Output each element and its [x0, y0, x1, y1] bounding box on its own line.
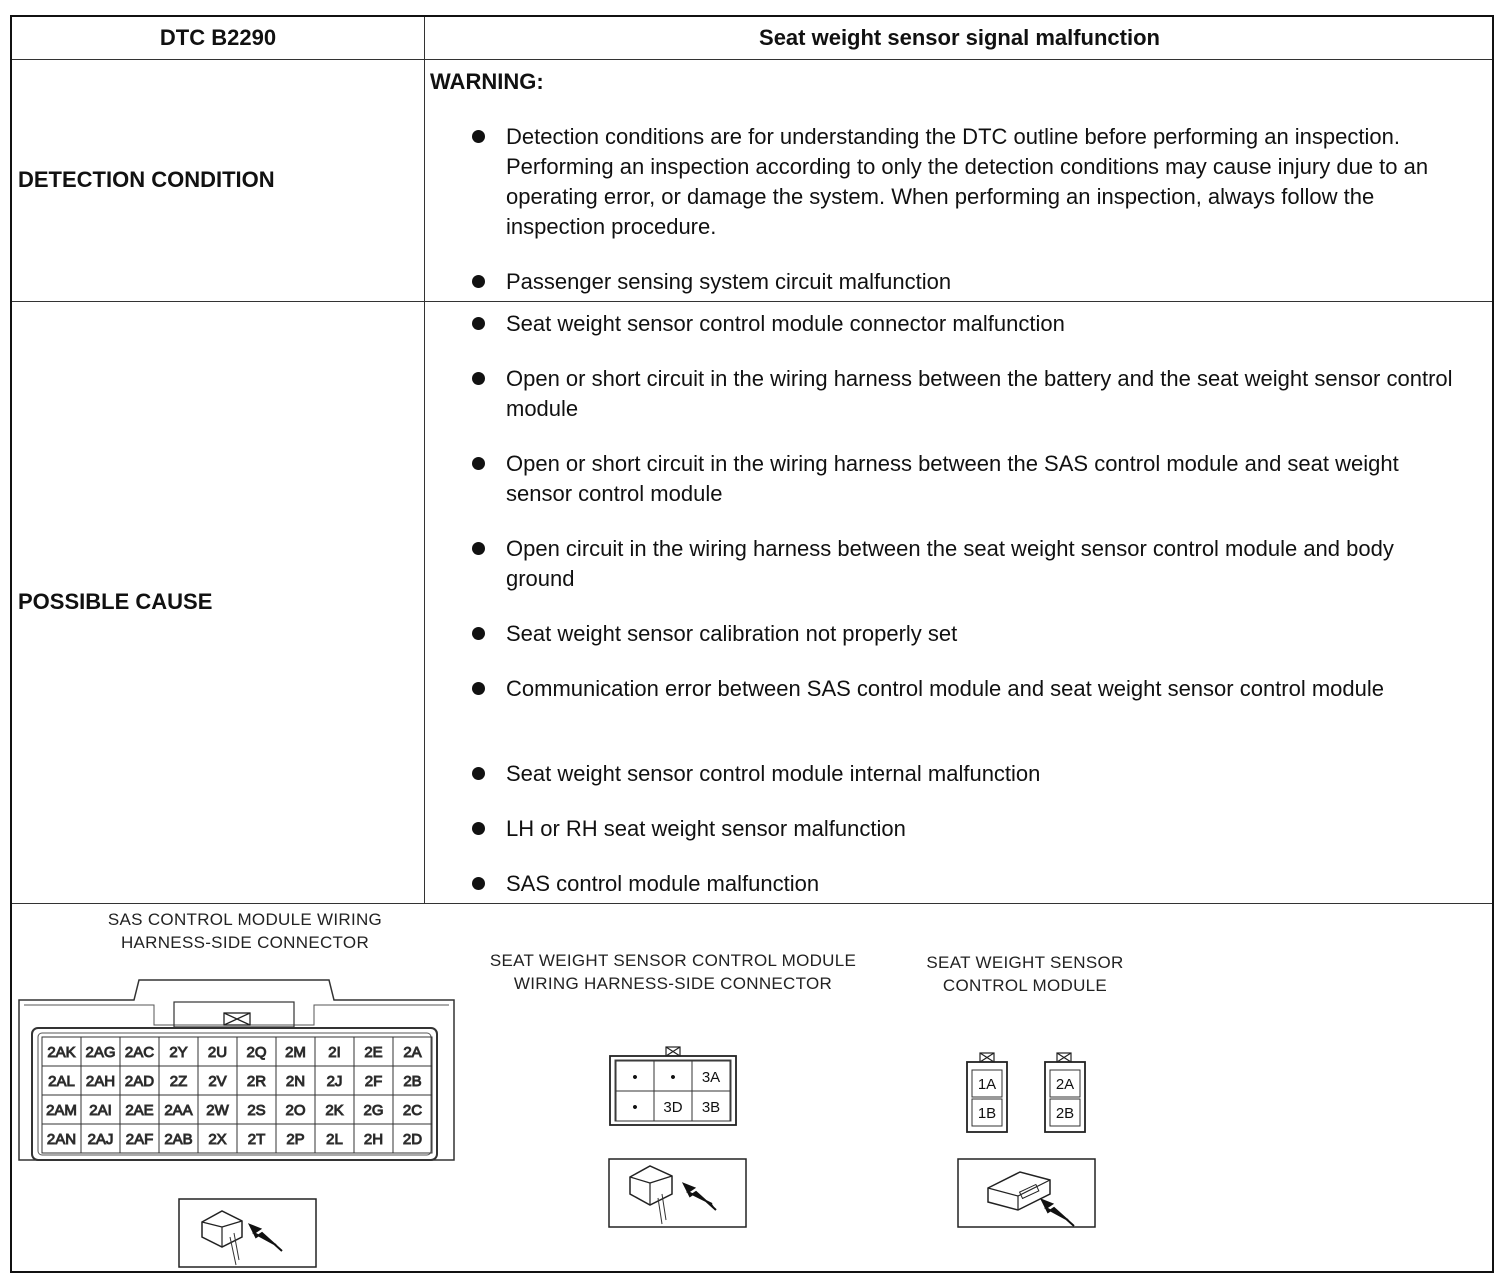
pin-label: 1A [977, 1076, 997, 1093]
pin-label: 2O [285, 1101, 306, 1119]
list-item: Seat weight sensor calibration not properly set [506, 619, 1466, 649]
pin-label: 2F [364, 1072, 383, 1090]
bullet-icon [472, 682, 485, 695]
lock-mark-icon [1057, 1053, 1071, 1062]
pin-label: 2Q [246, 1043, 267, 1061]
pin-label: 2L [326, 1130, 343, 1148]
connector-view-icon [179, 1199, 316, 1267]
pin-label: 2U [207, 1043, 228, 1061]
bullet-icon [472, 275, 485, 288]
pin-label: 2AJ [87, 1130, 114, 1148]
pin-label: 2Y [169, 1043, 188, 1061]
lock-mark-icon [224, 1013, 250, 1025]
connector-view-icon [609, 1159, 746, 1227]
pin-label: 2AH [85, 1072, 116, 1090]
list-item: Seat weight sensor control module connector malfunction [506, 309, 1466, 339]
connector-view-icon [958, 1159, 1095, 1227]
pin-label: 1B [977, 1105, 997, 1122]
pin-label: 2AG [85, 1043, 116, 1061]
pin-label: 2AF [125, 1130, 154, 1148]
lock-mark-icon [980, 1053, 994, 1062]
pin-label: 2B [403, 1072, 422, 1090]
possible-cause-label: POSSIBLE CAUSE [18, 589, 213, 614]
pin-label: 2AL [48, 1072, 75, 1090]
pin-label: 2W [206, 1101, 229, 1119]
pin-label: 2AI [89, 1101, 112, 1119]
list-item: Communication error between SAS control module and seat weight sensor control module [506, 674, 1466, 704]
pin-label: 2Z [169, 1072, 188, 1090]
bullet-icon [472, 372, 485, 385]
pin-label: 2M [285, 1043, 306, 1061]
bullet-icon [472, 317, 485, 330]
pin-label: 2H [363, 1130, 384, 1148]
pin-label: 2S [247, 1101, 266, 1119]
pin-label: 2T [247, 1130, 266, 1148]
pin-label: 3B [701, 1098, 721, 1116]
dtc-code: DTC B2290 [159, 25, 277, 50]
list-item: Open or short circuit in the wiring harness between the battery and the seat weight sensor control module [506, 364, 1466, 424]
pin-label: 3A [701, 1068, 721, 1086]
bullet-icon [472, 130, 485, 143]
pin-label: • [632, 1068, 638, 1086]
pin-label: 2K [325, 1101, 344, 1119]
divider [12, 59, 1492, 60]
lock-mark-icon [666, 1047, 680, 1056]
pin-label: 2R [246, 1072, 267, 1090]
sas-connector-diagram [14, 975, 462, 1275]
pin-label: 2B [1055, 1105, 1075, 1122]
pin-label: 2A [1055, 1076, 1075, 1093]
pin-label: 2D [402, 1130, 423, 1148]
pin-label: 2A [403, 1043, 422, 1061]
list-item: LH or RH seat weight sensor malfunction [506, 814, 1466, 844]
divider [12, 903, 1492, 904]
sas-connector-caption: SAS CONTROL MODULE WIRING HARNESS-SIDE CONNECTOR [107, 910, 383, 952]
column-divider [424, 17, 425, 903]
pin-label: 2AC [124, 1043, 155, 1061]
sws-harness-diagram [600, 1042, 760, 1232]
list-item: Seat weight sensor control module internal malfunction [506, 759, 1466, 789]
list-item: Detection conditions are for understanding the DTC outline before performing an inspection. Performing an inspection according to only the detection conditions may cause injury due to an operating error, or damage the system. When performing an inspection, always follow the inspection procedure. [506, 122, 1466, 242]
detection-label: DETECTION CONDITION [18, 167, 275, 192]
pin-label: 2E [364, 1043, 383, 1061]
pin-label: 3D [663, 1098, 683, 1116]
bullet-icon [472, 767, 485, 780]
pin-label: 2AN [46, 1130, 77, 1148]
pin-label: • [670, 1068, 676, 1086]
pin-label: 2AB [164, 1130, 193, 1148]
pin-label: 2AA [164, 1101, 193, 1119]
pin-label: 2N [285, 1072, 306, 1090]
pin-label: 2C [402, 1101, 423, 1119]
bullet-icon [472, 542, 485, 555]
bullet-icon [472, 627, 485, 640]
bullet-icon [472, 877, 485, 890]
sws-module-diagram [950, 1048, 1110, 1233]
pin-label: 2J [326, 1072, 343, 1090]
pin-label: 2AM [46, 1101, 77, 1119]
sws-harness-caption: SEAT WEIGHT SENSOR CONTROL MODULE WIRING HARNESS-SIDE CONNECTOR [489, 951, 857, 993]
pin-label: 2X [208, 1130, 227, 1148]
pin-label: 2I [328, 1043, 341, 1061]
sws-module-caption: SEAT WEIGHT SENSOR CONTROL MODULE [926, 953, 1124, 995]
pin-label: 2AD [124, 1072, 155, 1090]
pin-label: 2G [363, 1101, 384, 1119]
pin-label: 2AE [125, 1101, 154, 1119]
divider [12, 301, 1492, 302]
list-item: Open circuit in the wiring harness between the seat weight sensor control module and body ground [506, 534, 1466, 594]
pin-label: • [632, 1098, 638, 1116]
pin-label: 2V [208, 1072, 227, 1090]
pin-label: 2P [286, 1130, 305, 1148]
bullet-icon [472, 822, 485, 835]
list-item: Open or short circuit in the wiring harness between the SAS control module and seat weight sensor control module [506, 449, 1466, 509]
warning-title: WARNING: [430, 69, 544, 94]
list-item: Passenger sensing system circuit malfunction [506, 267, 1466, 297]
pin-label: 2AK [47, 1043, 76, 1061]
dtc-title: Seat weight sensor signal malfunction [759, 25, 1160, 50]
bullet-icon [472, 457, 485, 470]
list-item: SAS control module malfunction [506, 869, 1466, 899]
